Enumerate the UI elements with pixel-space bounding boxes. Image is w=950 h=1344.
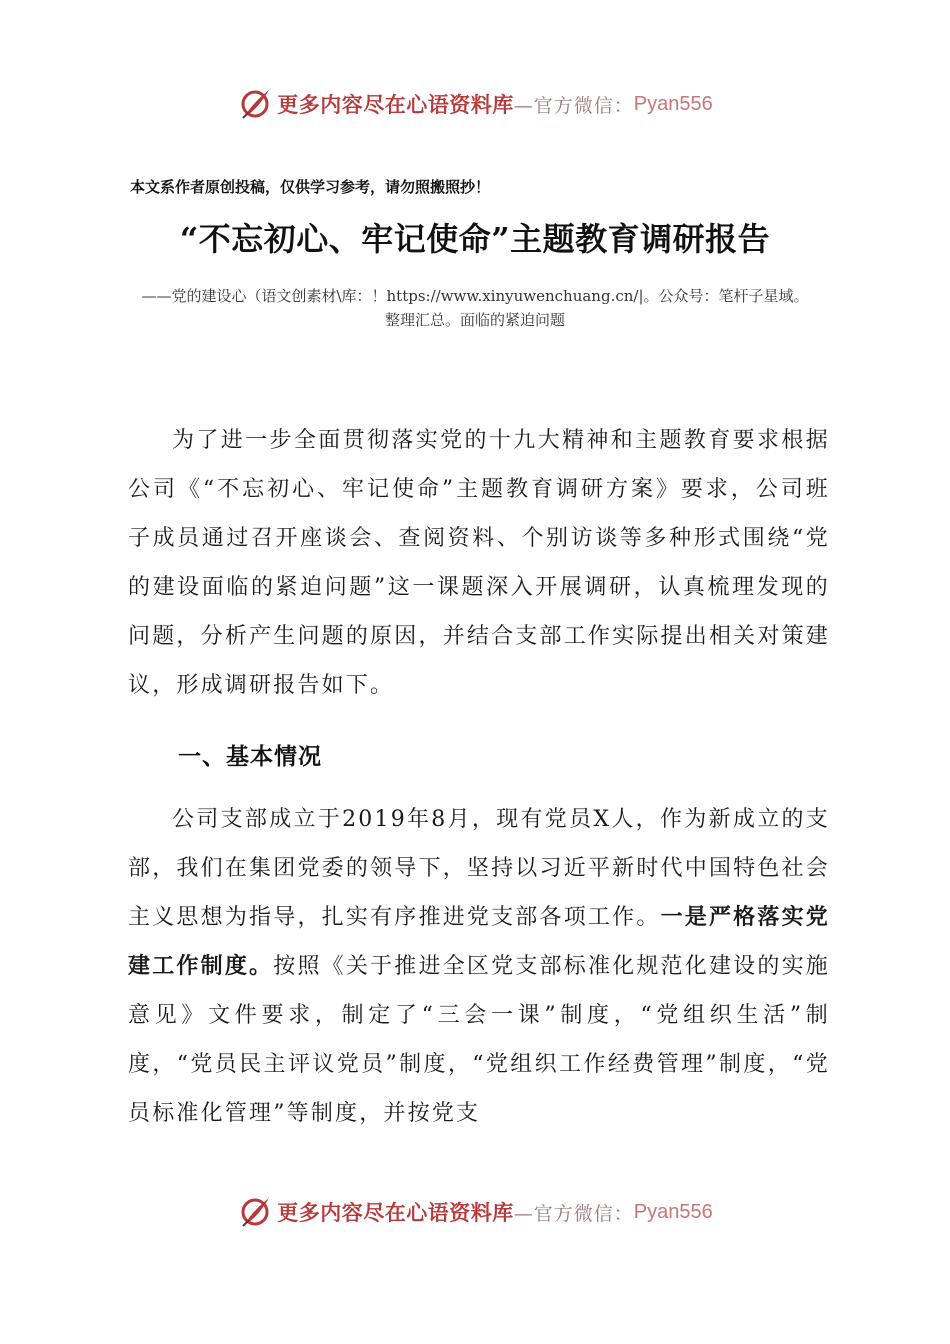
banner-wechat-id: Pyan556 [633, 1200, 713, 1223]
subtitle-line-1: ——党的建设心（语文创素材\库：！https://www.xinyuwenchuang.cn/|。公众号：笔杆子星域。 [141, 287, 809, 305]
intro-paragraph: 为了进一步全面贯彻落实党的十九大精神和主题教育要求根据公司《“不忘初心、牢记使命”主题教育调研方案》要求，公司班子成员通过召开座谈会、查阅资料、个别访谈等多种形式围绕“党的建设面临的紧迫问题”这一课题深入开展调研，认真梳理发现的问题，分析产生问题的原因，并结合支部工作实际提出相关对策建议，形成调研报告如下。 [128, 428, 830, 698]
banner-site-text: 更多内容尽在心语资料库 [277, 92, 514, 117]
paragraph-text-part-1: 公司支部成立于2019年8月，现有党员X人，作为新成立的支部，我们在集团党委的领导下，坚持以习近平新时代中国特色社会主义思想为指导，扎实有序推进党支部各项工作。 [128, 807, 830, 930]
paragraph-bold-phrase: 一是严格落实党建工作制度。 [128, 904, 831, 979]
intro-section [128, 416, 830, 710]
banner-separator-text: —官方微信： [513, 94, 634, 117]
paragraph-text-part-2: 按照《关于推进全区党支部标准化规范化建设的实施意见》文件要求，制定了“三会一课”制度，“党组织生活”制度，“党员民主评议党员”制度，“党组织工作经费管理”制度，“党员标准化管理”等制度，并按党支 [128, 954, 830, 1126]
basic-situation-paragraph [128, 795, 830, 1138]
banner-wechat-id: Pyan556 [633, 92, 713, 115]
banner-separator-text: —官方微信： [513, 1202, 634, 1225]
header-banner [0, 84, 950, 124]
footer-banner [0, 1192, 950, 1232]
document-subtitle [100, 284, 850, 332]
section-heading: 一、基本情况 [178, 743, 322, 770]
copyright-notice: 本文系作者原创投稿，仅供学习参考，请勿照搬照抄！ [130, 178, 491, 196]
document-title: “不忘初心、牢记使命”主题教育调研报告 [179, 220, 771, 258]
basic-situation-section [128, 795, 830, 1138]
subtitle-line-2: 整理汇总。面临的紧迫问题 [384, 311, 565, 329]
quill-logo-icon [237, 1194, 273, 1230]
quill-logo-icon [237, 86, 273, 122]
banner-site-text: 更多内容尽在心语资料库 [277, 1200, 514, 1225]
